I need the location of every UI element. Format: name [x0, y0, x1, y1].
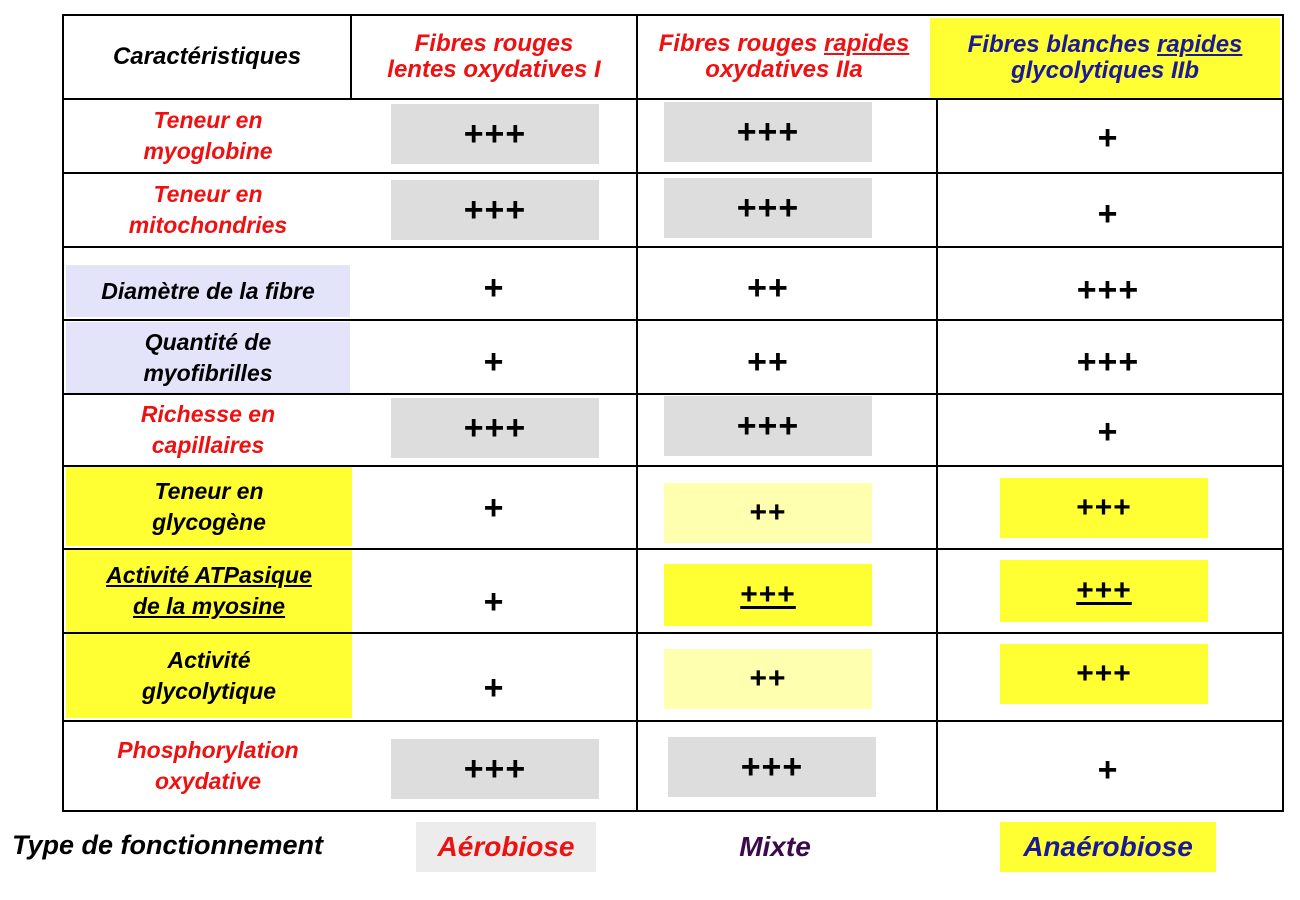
- value-cell: +++: [736, 112, 800, 151]
- row-label-line: mitochondries: [128, 212, 288, 238]
- value-cell: +++: [740, 747, 804, 786]
- footer-aerobic: [416, 822, 596, 872]
- header-type-iib-line1: [968, 32, 1243, 58]
- value-cell: +++: [736, 188, 800, 227]
- value-cell: +: [1097, 750, 1119, 789]
- row-label-line: Phosphorylation: [117, 737, 299, 763]
- value-cell: +: [483, 488, 505, 527]
- value-cell: +: [483, 268, 505, 307]
- row-label-line: Activité ATPasique: [106, 562, 312, 588]
- row-label-line: Richesse en: [140, 401, 276, 427]
- value-cell: +: [483, 668, 505, 707]
- value-cell: +++: [1076, 657, 1132, 690]
- value-cell: +: [1097, 118, 1119, 157]
- header-characteristics: [64, 16, 350, 98]
- header-type-iib-rapid: rapides: [1157, 31, 1243, 58]
- value-cell: [1000, 560, 1208, 622]
- row-label-line: Teneur en: [153, 181, 263, 207]
- header-type-iib-word: Fibres blanches: [967, 31, 1158, 58]
- row-label-glycolytic: [66, 634, 352, 718]
- column-divider: [636, 14, 638, 810]
- row-label-line: Teneur en: [153, 107, 263, 133]
- header-type-iia-word: Fibres rouges: [658, 30, 824, 57]
- value-cell: +++: [1076, 491, 1132, 524]
- header-characteristics-text: Caractéristiques: [112, 43, 302, 70]
- value-cell: +: [483, 342, 505, 381]
- value-cell: +++: [463, 114, 527, 153]
- value-cell: +: [483, 582, 505, 621]
- row-label-line: myoglobine: [143, 138, 273, 164]
- row-label-myofibrils: [66, 322, 350, 393]
- row-label-glycogen: [66, 467, 352, 546]
- value-cell: ++: [747, 342, 789, 381]
- header-type-i-line2: lentes oxydatives I: [387, 56, 601, 83]
- row-label-mitochondria: [64, 174, 352, 246]
- header-type-iia-line1: [659, 31, 910, 57]
- value-cell: ++: [749, 662, 787, 695]
- row-label-line: de la myosine: [132, 593, 286, 619]
- header-type-i: [352, 16, 636, 98]
- footer-anaerobic-text: Anaérobiose: [1023, 831, 1193, 862]
- header-type-iia: [638, 16, 930, 98]
- footer-mixed: [700, 822, 850, 872]
- value-cell: +++: [463, 190, 527, 229]
- header-type-iia-rapid: rapides: [824, 30, 910, 57]
- value-cell: +++: [1076, 270, 1140, 309]
- value-cell: +++: [1076, 342, 1140, 381]
- footer-aerobic-text: Aérobiose: [437, 831, 575, 862]
- value-cell: +: [1097, 194, 1119, 233]
- row-label-line: Diamètre de la fibre: [101, 277, 315, 304]
- header-type-i-line1: Fibres rouges: [414, 30, 574, 57]
- value-cell: +++: [736, 406, 800, 445]
- value-cell: [664, 564, 872, 626]
- value-underlined: +++: [740, 578, 796, 611]
- row-label-line: Quantité de: [144, 328, 272, 355]
- row-label-line: capillaires: [151, 432, 265, 458]
- value-cell: +: [1097, 412, 1119, 451]
- row-label-line: glycolytique: [141, 678, 277, 704]
- header-type-iia-line2: oxydatives IIa: [705, 56, 863, 83]
- row-label-oxidative-phosphorylation: [64, 722, 352, 810]
- row-label-diameter: [66, 265, 350, 317]
- value-underlined: +++: [1076, 574, 1132, 607]
- row-label-myoglobin: [64, 100, 352, 172]
- row-divider: [62, 246, 1284, 248]
- row-label-line: myofibrilles: [143, 359, 273, 386]
- value-cell: ++: [749, 496, 787, 529]
- footer-label: Type de fonctionnement: [12, 830, 324, 860]
- row-label-line: Teneur en: [154, 477, 264, 504]
- value-cell: ++: [747, 268, 789, 307]
- row-label-atpase: [66, 550, 352, 632]
- row-label-line: Activité: [167, 647, 251, 673]
- value-cell: +++: [463, 408, 527, 447]
- row-label-line: oxydative: [154, 768, 262, 794]
- row-label-capillaries: [64, 395, 352, 465]
- row-label-line: glycogène: [152, 508, 266, 535]
- footer-mixed-text: Mixte: [739, 831, 811, 862]
- value-cell: +++: [463, 749, 527, 788]
- header-type-iib-line2: glycolytiques IIb: [1010, 57, 1200, 84]
- header-type-iib: [930, 18, 1280, 98]
- footer-anaerobic: [1000, 822, 1216, 872]
